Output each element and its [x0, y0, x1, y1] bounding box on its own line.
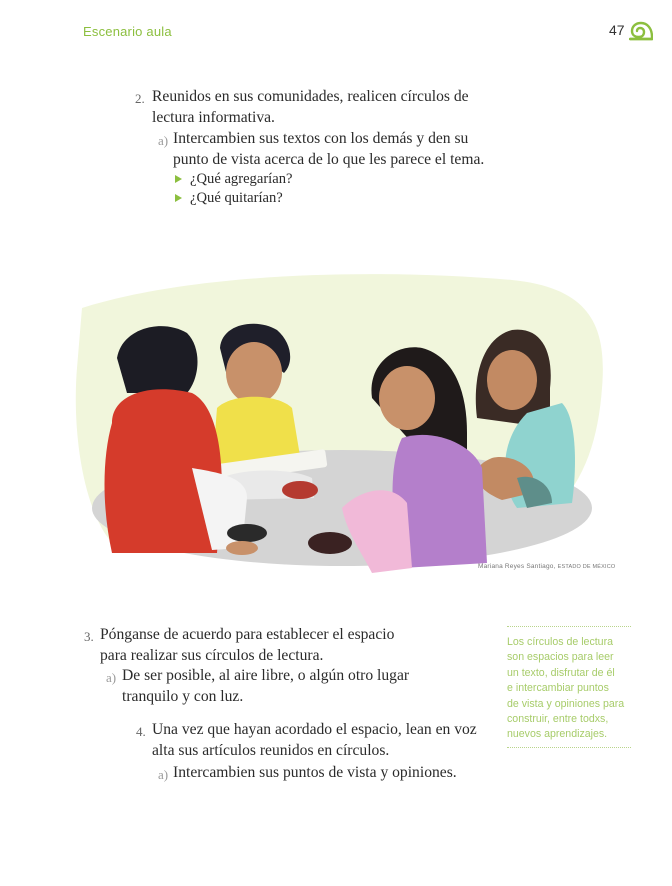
step-3-number: 3.	[84, 629, 94, 644]
step-2-line-2: lectura informativa.	[152, 109, 275, 126]
credit-name: Mariana Reyes Santiago,	[478, 563, 556, 570]
bullet-item: ¿Qué quitarían?	[190, 190, 283, 206]
sidenote-line: un texto, disfrutar de él	[507, 666, 615, 679]
step-3-sub-a-letter: a)	[106, 670, 117, 685]
step-2-sub-a-letter: a)	[158, 133, 169, 148]
step-4-number: 4.	[136, 724, 146, 739]
step-2-line-1: Reunidos en sus comunidades, realicen círculos de	[152, 88, 469, 105]
sidenote-line: Los círculos de lectura	[507, 636, 613, 648]
step-3-line-2: para realizar sus círculos de lectura.	[100, 647, 324, 664]
sidenote-box	[507, 626, 631, 748]
sidenote-line: de vista y opiniones para	[507, 697, 625, 710]
sidenote-line: construir, entre todxs,	[507, 713, 609, 726]
step-2-sub-a-line-2: punto de vista acerca de lo que les parece el tema.	[173, 151, 485, 168]
section-title: Escenario aula	[83, 24, 172, 39]
step-4-line-2: alta sus artículos reunidos en círculos.	[152, 742, 390, 759]
bullet-item: ¿Qué agregarían?	[190, 171, 293, 187]
bullet-arrow-icon	[175, 194, 182, 202]
step-3-sub-a-line-1: De ser posible, al aire libre, o algún otro lugar	[122, 667, 410, 684]
step-2-number: 2.	[135, 91, 145, 106]
step-2-sub-a-line-1: Intercambien sus textos con los demás y den su	[173, 130, 469, 147]
step-4-line-1: Una vez que hayan acordado el espacio, lean en voz	[152, 721, 477, 738]
step-3-sub-a-line-2: tranquilo y con luz.	[122, 688, 244, 705]
credit-place: ESTADO DE MÉXICO	[557, 564, 616, 570]
page-number: 47	[609, 22, 625, 38]
sidenote-line: e intercambiar puntos	[507, 682, 609, 695]
sidenote-line: son espacios para leer	[507, 651, 614, 664]
snail-logo-icon	[629, 21, 653, 41]
step-4-sub-a-letter: a)	[158, 767, 169, 782]
bullet-arrow-icon	[175, 175, 182, 183]
step-4-sub-a-line-1: Intercambien sus puntos de vista y opiniones.	[173, 764, 457, 781]
illustration-credit	[478, 563, 615, 570]
sidenote-line: nuevos aprendizajes.	[507, 728, 608, 741]
children-reading-circle-illustration	[72, 268, 612, 578]
step-3-line-1: Pónganse de acuerdo para establecer el espacio	[100, 626, 395, 643]
